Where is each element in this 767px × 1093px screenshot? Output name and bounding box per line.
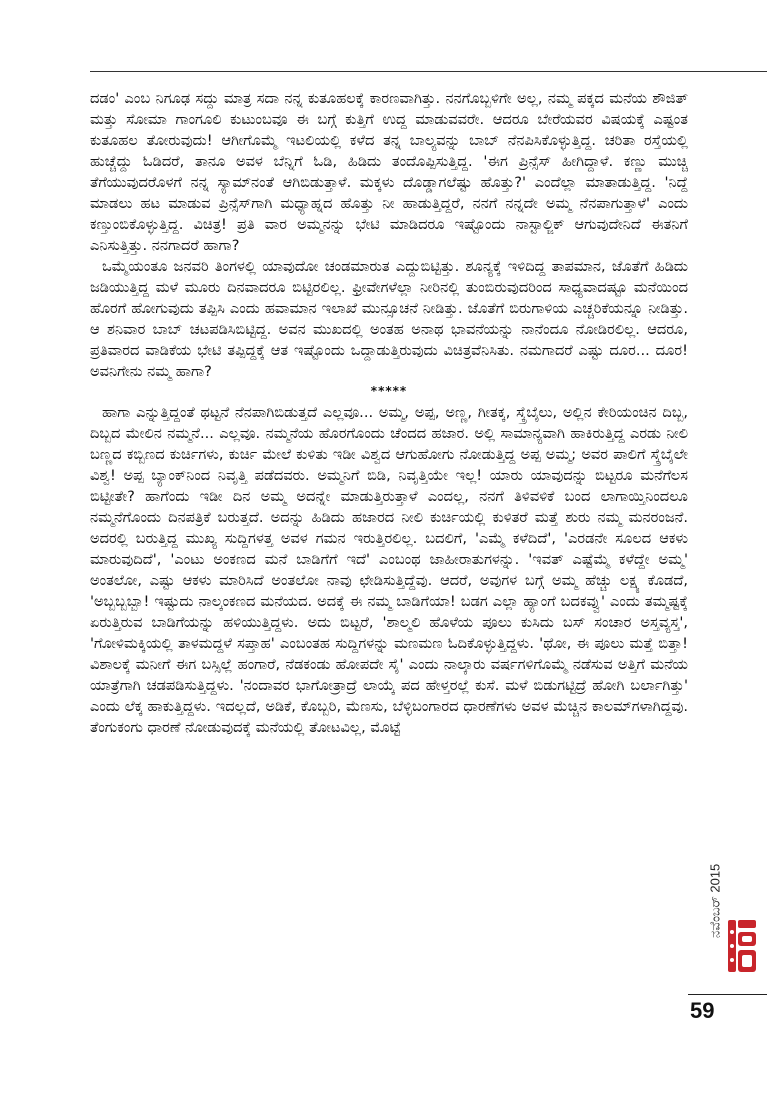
article-paragraph: ಒಮ್ಮೆಯಂತೂ ಜನವರಿ ತಿಂಗಳಲ್ಲಿ ಯಾವುದೋ ಚಂಡಮಾರುತ ಎದ್ದುಬಿಟ್ಟಿತ್ತು. ಶೂನ್ಯಕ್ಕೆ ಇಳಿದಿದ್ದ ತಾಪಮಾನ, ಜೊತೆಗೆ ಹಿಡಿದು ಜಡಿಯುತ್ತಿದ್ದ ಮಳೆ ಮೂರು ದಿನವಾದರೂ ಬಿಟ್ಟಿರಲಿಲ್ಲ. ಫ್ರೀವೇಗಳೆಲ್ಲಾ ನೀರಿನಲ್ಲಿ ತುಂಬಿರುವುದರಿಂದ ಸಾಧ್ಯವಾದಷ್ಟೂ ಮನೆಯಿಂದ ಹೊರಗೆ ಹೋಗುವುದು ತಪ್ಪಿಸಿ ಎಂದು ಹವಾಮಾನ ಇಲಾಖೆ ಮುನ್ಸೂಚನೆ ನೀಡಿತ್ತು. ಜೊತೆಗೆ ಬಿರುಗಾಳಿಯ ಎಚ್ಚರಿಕೆಯನ್ನೂ ನೀಡಿತ್ತು. ಆ ಶನಿವಾರ ಬಾಬ್ ಚಟಪಡಿಸಿಬಿಟ್ಟಿದ್ದ. ಅವನ ಮುಖದಲ್ಲಿ ಅಂತಹ ಅನಾಥ ಭಾವನೆಯನ್ನು ನಾನೆಂದೂ ನೋಡಿರಲಿಲ್ಲ. ಆದರೂ, ಪ್ರತಿವಾರದ ವಾಡಿಕೆಯ ಭೇಟಿ ತಪ್ಪಿದ್ದಕ್ಕೆ ಆತ ಇಷ್ಟೊಂದು ಒದ್ದಾಡುತ್ತಿರುವುದು ವಿಚಿತ್ರವೆನಿಸಿತು. ನಮಗಾದರೆ ಎಷ್ಟು ದೂರ... ದೂರ! ಅವನಿಗೇನು ನಮ್ಮ ಹಾಗಾ? xyxy=(90,258,688,380)
magazine-logo-icon xyxy=(725,918,759,974)
footer-rule xyxy=(688,994,767,995)
issue-date: ನವೆಂಬರ್ 2015 xyxy=(707,863,723,939)
magazine-logo xyxy=(724,918,760,974)
article-paragraph: ದಡಂ' ಎಂಬ ನಿಗೂಢ ಸದ್ದು ಮಾತ್ರ ಸದಾ ನನ್ನ ಕುತೂಹಲಕ್ಕೆ ಕಾರಣವಾಗಿತ್ತು. ನನಗೊಬ್ಬಳಿಗೇ ಅಲ್ಲ, ನಮ್ಮ ಪಕ್ಕದ ಮನೆಯ ಶೌಜಿತ್ ಮತ್ತು ಸೋಮಾ ಗಾಂಗೂಲಿ ಕುಟುಂಬವೂ ಈ ಬಗ್ಗೆ ಕುತ್ತಿಗೆ ಉದ್ದ ಮಾಡುವವರೇ. ಆದರೂ ಬೇರೆಯವರ ವಿಷಯಕ್ಕೆ ಎಷ್ಟಂತ ಕುತೂಹಲ ತೋರುವುದು! ಆಗೀಗೊಮ್ಮೆ ಇಟಲಿಯಲ್ಲಿ ಕಳೆದ ತನ್ನ ಬಾಲ್ಯವನ್ನು ಬಾಬ್ ನೆನಪಿಸಿಕೊಳ್ಳುತ್ತಿದ್ದ. ಚರಿತಾ ರಸ್ತೆಯಲ್ಲಿ ಹುಚ್ಚೆದ್ದು ಓಡಿದರೆ, ತಾನೂ ಅವಳ ಬೆನ್ನಿಗೆ ಓಡಿ, ಹಿಡಿದು ತಂದೊಪ್ಪಿಸುತ್ತಿದ್ದ. 'ಈಗ ಪ್ರಿನ್ಸೆಸ್ ಹೀಗಿದ್ದಾಳೆ. ಕಣ್ಣು ಮುಚ್ಚಿ ತೆಗೆಯುವುದರೊಳಗೆ ನನ್ನ ಸ್ಯಾಮ್‌ನಂತೆ ಆಗಿಬಿಡುತ್ತಾಳೆ. ಮಕ್ಕಳು ದೊಡ್ಡಾಗಲೆಷ್ಟು ಹೊತ್ತು?' ಎಂದೆಲ್ಲಾ ಮಾತಾಡುತ್ತಿದ್ದ. 'ನಿದ್ದೆ ಮಾಡಲು ಹಟ ಮಾಡುವ ಪ್ರಿನ್ಸೆಸ್‌ಗಾಗಿ ಮಧ್ಯಾಹ್ನದ ಹೊತ್ತು ನೀ ಹಾಡುತ್ತಿದ್ದರೆ, ನನಗೆ ನನ್ನದೇ ಅಮ್ಮ ನೆನಪಾಗುತ್ತಾಳೆ' ಎಂದು ಕಣ್ತುಂಬಿಕೊಳ್ಳುತ್ತಿದ್ದ. ವಿಚಿತ್ರ! ಪ್ರತಿ ವಾರ ಅಮ್ಮನನ್ನು ಭೇಟಿ ಮಾಡಿದರೂ ಇಷ್ಟೊಂದು ನಾಸ್ಟಾಲ್ಜಿಕ್ ಆಗುವುದೇನಿದೆ ಈತನಿಗೆ ಎನಿಸುತ್ತಿತ್ತು. ನನಗಾದರೆ ಹಾಗಾ? xyxy=(90,90,688,254)
article-paragraph: ಹಾಗಾ ಎನ್ನುತ್ತಿದ್ದಂತೆ ಥಟ್ಟನೆ ನೆನಪಾಗಿಬಿಡುತ್ತದೆ ಎಲ್ಲವೂ... ಅಮ್ಮ, ಅಪ್ಪ, ಅಣ್ಣ, ಗೀತಕ್ಕ, ಸ್ಕ್ರೆಬೈಲು, ಅಲ್ಲಿನ ಕೇರಿಯಂಚಿನ ದಿಬ್ಬ, ದಿಬ್ಬದ ಮೇಲಿನ ನಮ್ಮನೆ... ಎಲ್ಲವೂ. ನಮ್ಮನೆಯ ಹೊರಗೊಂದು ಚೆಂದದ ಹಜಾರ. ಅಲ್ಲಿ ಸಾಮಾನ್ಯವಾಗಿ ಹಾಕಿರುತ್ತಿದ್ದ ಎರಡು ನೀಲಿ ಬಣ್ಣದ ಕಬ್ಬಿಣದ ಕುರ್ಚಿಗಳು, ಕುರ್ಚಿ ಮೇಲೆ ಕುಳಿತು ಇಡೀ ವಿಶ್ವದ ಆಗುಹೋಗು ನೋಡುತ್ತಿದ್ದ ಅಪ್ಪ ಅಮ್ಮ; ಅವರ ಪಾಲಿಗೆ ಸ್ಕ್ರೆಬೈಲೇ ವಿಶ್ವ! ಅಪ್ಪ ಬ್ಯಾಂಕ್‌ನಿಂದ ನಿವೃತ್ತಿ ಪಡೆದವರು. ಅಮ್ಮನಿಗೆ ಬಿಡಿ, ನಿವೃತ್ತಿಯೇ ಇಲ್ಲ! ಯಾರು ಯಾವುದನ್ನು ಬಿಟ್ಟರೂ ಮನೆಗೆಲಸ ಬಿಟ್ಟೀತೇ? ಹಾಗೆಂದು ಇಡೀ ದಿನ ಅಮ್ಮ ಅದನ್ನೇ ಮಾಡುತ್ತಿರುತ್ತಾಳೆ ಎಂದಲ್ಲ, ನನಗೆ ತಿಳಿವಳಿಕೆ ಬಂದ ಲಾಗಾಯ್ತಿನಿಂದಲೂ ನಮ್ಮನೆಗೊಂದು ದಿನಪತ್ರಿಕೆ ಬರುತ್ತದೆ. ಅದನ್ನು ಹಿಡಿದು ಹಜಾರದ ನೀಲಿ ಕುರ್ಚಿಯಲ್ಲಿ ಕುಳಿತರೆ ಮತ್ತೆ ಶುರು ನಮ್ಮ ಮನರಂಜನೆ. ಅದರಲ್ಲಿ ಬರುತ್ತಿದ್ದ ಮುಖ್ಯ ಸುದ್ದಿಗಳತ್ತ ಅವಳ ಗಮನ ಇರುತ್ತಿರಲಿಲ್ಲ. ಬದಲಿಗೆ, 'ಎಮ್ಮೆ ಕಳೆದಿದೆ', 'ಎರಡನೇ ಸೂಲದ ಆಕಳು ಮಾರುವುದಿದೆ', 'ಎಂಟು ಅಂಕಣದ ಮನೆ ಬಾಡಿಗೆಗೆ ಇದೆ' ಎಂಬಂಥ ಜಾಹೀರಾತುಗಳನ್ನು. 'ಇವತ್ ಎಷ್ಟೆಮ್ಮೆ ಕಳೆದ್ದೇ ಅಮ್ಮ' ಅಂತಲೋ, ಎಷ್ಟು ಆಕಳು ಮಾರಿಸಿದೆ ಅಂತಲೋ ನಾವು ಛೇಡಿಸುತ್ತಿದ್ದೆವು. ಆದರೆ, ಅವುಗಳ ಬಗ್ಗೆ ಅಮ್ಮ ಹೆಚ್ಚು ಲಕ್ಷ್ಯ ಕೊಡದೆ, 'ಅಬ್ಬಬ್ಬಬ್ಬಾ! ಇಷ್ಟುದು ನಾಲ್ಕಂಕಣದ ಮನೆಯದ. ಅದಕ್ಕೆ ಈ ನಮ್ಮ ಬಾಡಿಗೆಯಾ! ಬಡಗ ಎಲ್ಲಾ ಹ್ಯಾಂಗೆ ಬದಕವ್ವು' ಎಂದು ತಮ್ಮಷ್ಟಕ್ಕೆ ಏರುತ್ತಿರುವ ಬಾಡಿಗೆಯನ್ನು ಹಳಿಯುತ್ತಿದ್ದಳು. ಅದು ಬಿಟ್ಟರೆ, 'ಶಾಲ್ಮಲಿ ಹೊಳೆಯ ಪೂಲು ಕುಸಿದು ಬಸ್ ಸಂಚಾರ ಅಸ್ತವ್ಯಸ್ತ', 'ಗೋಳಿಮಕ್ಕಿಯಲ್ಲಿ ತಾಳಮದ್ದಳೆ ಸಪ್ತಾಹ' ಎಂಬಂತಹ ಸುದ್ದಿಗಳನ್ನು ಮಣಮಣ ಓದಿಕೊಳ್ಳುತ್ತಿದ್ದಳು. 'ಥೋ, ಈ ಪೂಲು ಮತ್ತೆ ಬಿತ್ತಾ! ವಿಶಾಲಕ್ಕೆ ಮನೀಗೆ ಈಗ ಬಸ್ಸಿಲ್ಲೆ ಹಂಗಾರೆ, ನೆಡಕಂಡು ಹೋಪದೇ ಸೈ' ಎಂದು ನಾಲ್ಕಾರು ವರ್ಷಗಳಿಗೊಮ್ಮೆ ನಡೆಸುವ ಅತ್ತಿಗೆ ಮನೆಯ ಯಾತ್ರೆಗಾಗಿ ಚಡಪಡಿಸುತ್ತಿದ್ದಳು. 'ನಂದಾವರ ಭಾಗೋತ್ರಾದ್ರೆ ಲಾಯ್ಕೆ ಪದ ಹೇಳ್ತರಲ್ಲೆ ಕುಸೆ. ಮಳೆ ಬಿಡುಗಟ್ಟಿದ್ರೆ ಹೋಗಿ ಬರ್ಲಾಗಿತ್ತು' ಎಂದು ಲೆಕ್ಕ ಹಾಕುತ್ತಿದ್ದಳು. ಇದಲ್ಲದೆ, ಅಡಿಕೆ, ಕೊಬ್ಬರಿ, ಮೆಣಸು, ಬೆಳ್ಳಿಬಂಗಾರದ ಧಾರಣೆಗಳು ಅವಳ ಮೆಚ್ಚಿನ ಕಾಲಮ್‌ಗಳಾಗಿದ್ದವು. ತೆಂಗುಕಂಗು ಧಾರಣೆ ನೋಡುವುದಕ್ಕೆ ಮನೆಯಲ್ಲಿ ತೋಟವಿಲ್ಲ, ಮೊಟ್ಟೆ xyxy=(90,404,688,736)
page-number: 59 xyxy=(690,998,715,1023)
header-rule xyxy=(90,71,767,72)
article-body xyxy=(90,88,688,738)
section-separator: ***** xyxy=(370,384,408,398)
